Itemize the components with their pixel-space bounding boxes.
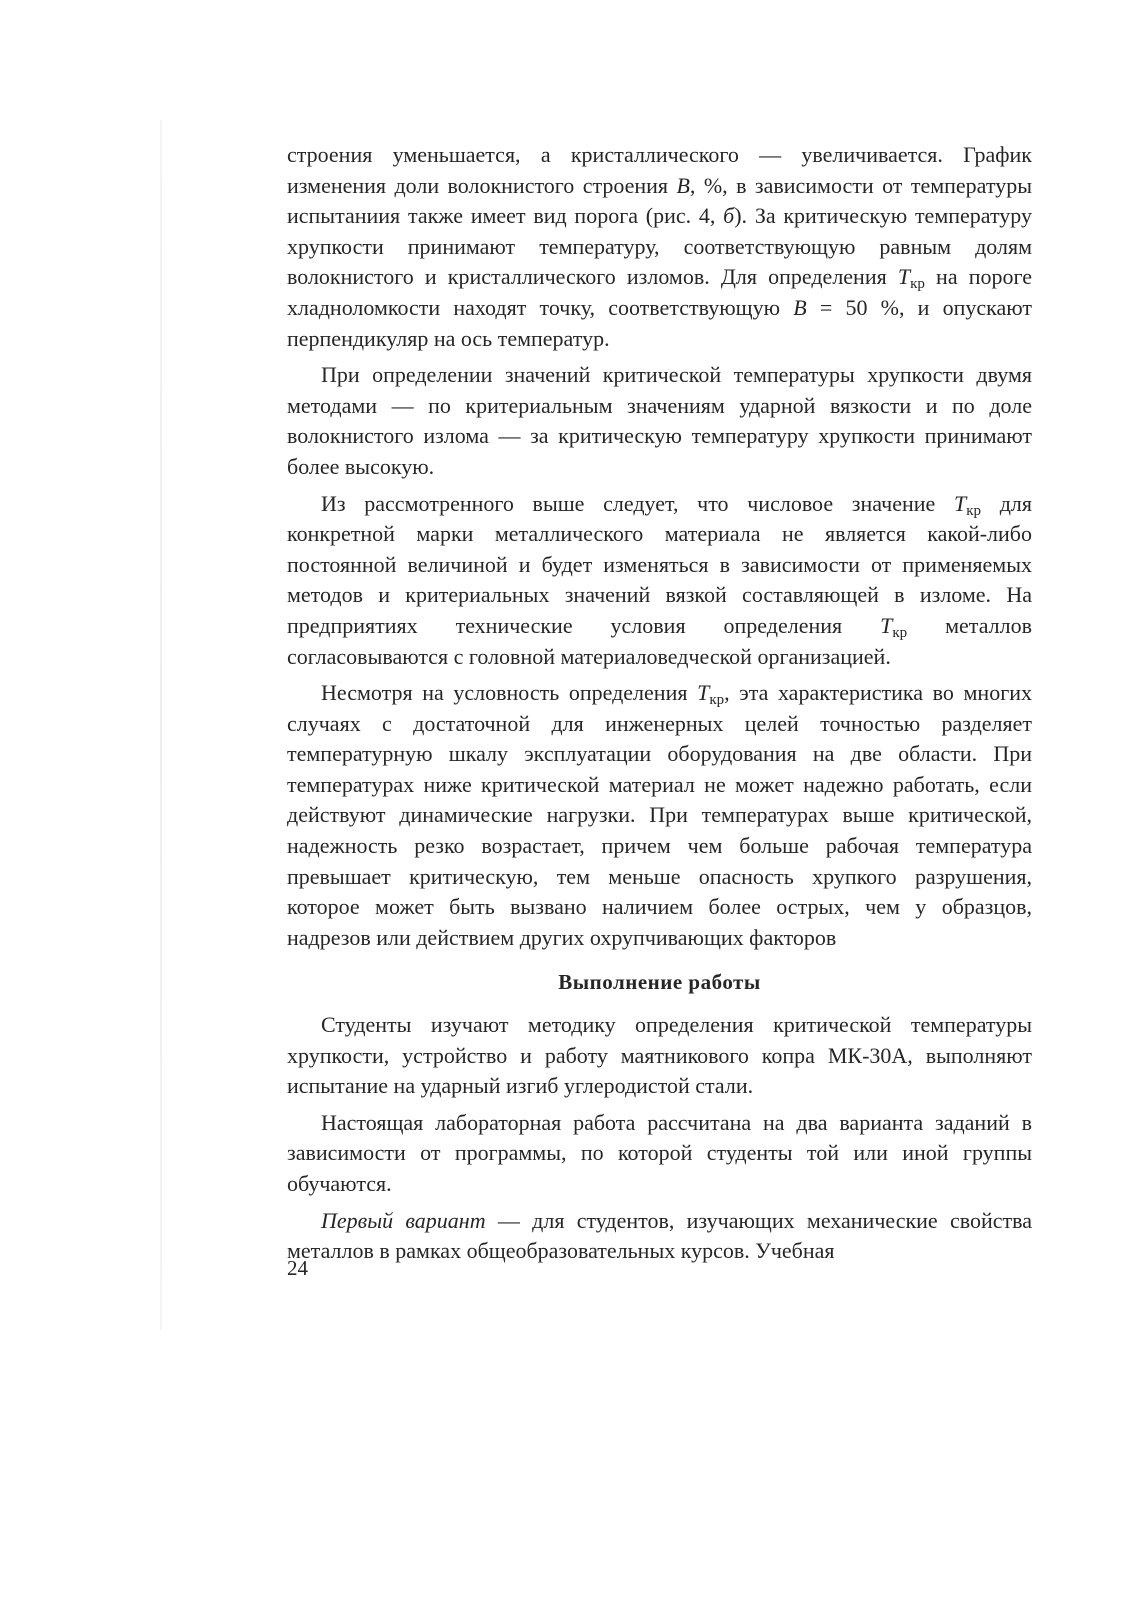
paragraph: [287, 140, 1032, 354]
paragraph: [287, 1108, 1032, 1200]
text-run: на пороге хладноломкости находят точку, соответствующую: [287, 264, 1032, 320]
paragraphs-before-heading: [287, 140, 1032, 953]
text-run: Настоящая лабораторная работа рассчитана на два варианта заданий в зависимости от программы, по которой студенты той или иной группы обучаются.: [287, 1109, 1032, 1196]
subscript-text: кр: [966, 502, 982, 519]
italic-text: T: [697, 680, 710, 706]
paragraph: [287, 678, 1032, 953]
paragraph: [287, 1206, 1032, 1267]
italic-text: T: [953, 490, 967, 516]
italic-text: T: [880, 612, 893, 638]
paragraph: [287, 360, 1032, 482]
text-run: — для студентов, изучающих механические свойства металлов в рамках общеобразовательных курсов. Учебная: [287, 1207, 1032, 1264]
paragraph: [287, 489, 1032, 673]
paragraph: [287, 1010, 1032, 1102]
subscript-text: кр: [709, 692, 725, 709]
italic-text: б: [723, 203, 735, 229]
page-number: 24: [287, 1256, 308, 1280]
text-run: для конкретной марки металлического материала не является какой-либо постоянной величиной и будет изменяться в зависимости от применяемых методов и критериальных значений вязкой составляющей в изломе. На предприятиях технические условия определения: [287, 490, 1032, 638]
italic-text: Первый вариант: [321, 1207, 486, 1233]
section-heading: Выполнение работы: [558, 970, 761, 995]
text-run: Несмотря на условность определения: [321, 680, 698, 706]
text-run: , %, в зависимости от температуры испытаниия также имеет вид порога (рис. 4,: [287, 172, 1032, 229]
text-run: При определении значений критической температуры хрупкости двумя методами — по критериальным значениям ударной вязкости и по доле волокнистого излома — за критическую температуру хрупкости принимают более высокую.: [287, 362, 1032, 479]
text-run: ). За критическую температуру хрупкости принимают температуру, соответствующую равным долям волокнистого и кристаллического изломов. Для определения: [287, 203, 1033, 290]
subscript-text: кр: [910, 276, 925, 293]
italic-text: B: [793, 294, 807, 320]
scan-shadow-edge: [160, 120, 162, 1330]
italic-text: T: [897, 264, 911, 290]
text-run: , эта характеристика во многих случаях с достаточной для инженерных целей точностью разделяет температурную шкалу эксплуатации оборудования на две области. При температурах ниже критической материал не может надежно работать, если действуют динамические нагрузки. При температурах выше критической, надежность резко возрастает, причем чем больше рабочая температура превышает критическую, тем меньше опасность хрупкого разрушения, которое может быть вызвано наличием более острых, чем у образцов, надрезов или действием других охрупчивающих факторов: [287, 680, 1032, 950]
text-run: строения уменьшается, а кристаллического — увеличивается. График изменения доли волокнистого строения: [287, 142, 1032, 198]
italic-text: B: [676, 172, 690, 198]
text-run: металлов согласовываются с головной материаловедческой организацией.: [287, 612, 1032, 669]
text-run: = 50 %, и опускают перпендикуляр на ось температур.: [287, 294, 1032, 351]
body-text: [287, 140, 1032, 1273]
paragraphs-after-heading: [287, 1010, 1032, 1267]
text-run: Студенты изучают методику определения критической температуры хрупкости, устройство и работу маятникового копра МК-30А, выполняют испытание на ударный изгиб углеродистой стали.: [287, 1012, 1032, 1099]
text-run: Из рассмотренного выше следует, что числовое значение: [321, 490, 954, 516]
subscript-text: кр: [892, 624, 908, 641]
